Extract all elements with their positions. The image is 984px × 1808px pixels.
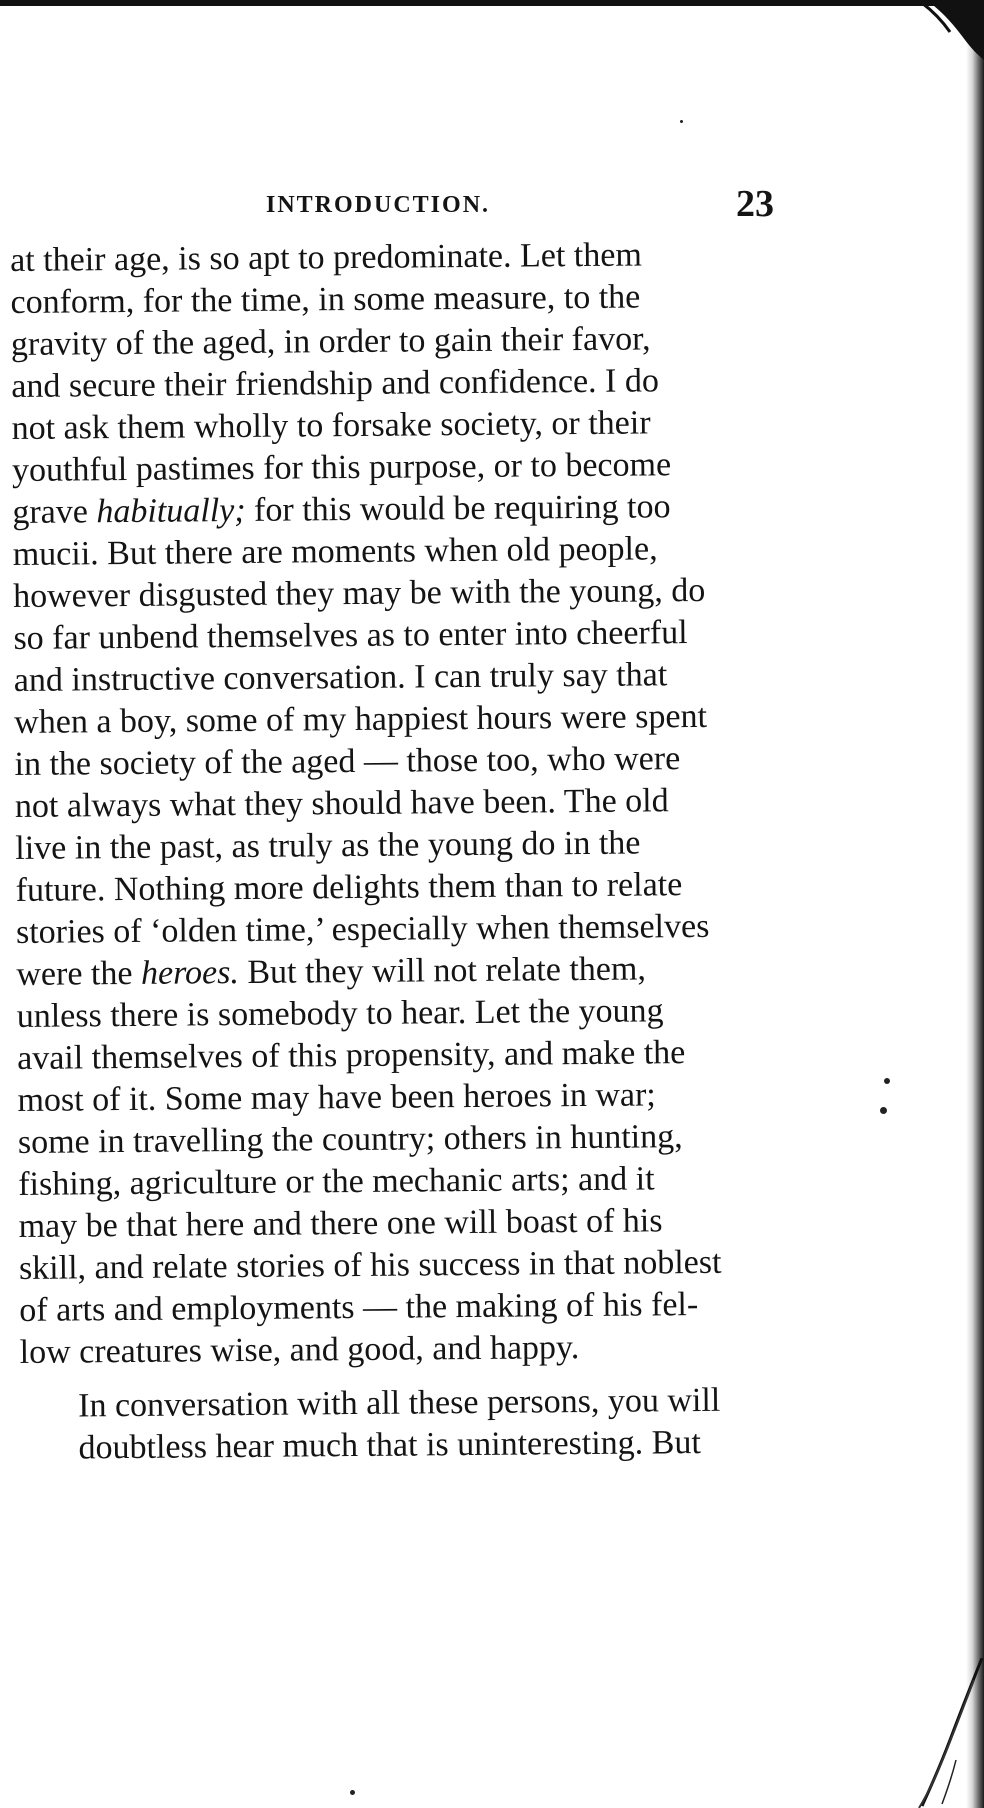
text-segment: for this would be requiring too bbox=[245, 488, 671, 529]
text-line bbox=[16, 947, 806, 996]
text-line: of arts and employments — the making of his fel- bbox=[19, 1286, 699, 1329]
text-line: fishing, agriculture or the mechanic arts; and it bbox=[18, 1160, 655, 1203]
text-line: not ask them wholly to forsake society, or their bbox=[11, 404, 651, 447]
ink-speck bbox=[884, 1078, 890, 1084]
text-segment: grave bbox=[12, 493, 97, 531]
paragraph-1 bbox=[10, 233, 810, 1374]
italic-word: heroes. bbox=[140, 954, 240, 992]
text-line: live in the past, as truly as the young do in the bbox=[15, 824, 641, 867]
page-top-edge bbox=[0, 0, 955, 6]
text-line: avail themselves of this propensity, and make the bbox=[16, 1034, 686, 1077]
text-segment: were the bbox=[16, 954, 142, 993]
text-line: unless there is somebody to hear. Let the young bbox=[16, 992, 664, 1035]
text-line bbox=[12, 485, 802, 534]
text-line: mucii. But there are moments when old people, bbox=[12, 530, 658, 573]
paragraph-2 bbox=[20, 1379, 811, 1470]
ink-speck bbox=[350, 1790, 355, 1795]
text-line: most of it. Some may have been heroes in war; bbox=[17, 1076, 656, 1119]
page-corner-mark bbox=[914, 0, 984, 60]
body-text bbox=[10, 233, 811, 1470]
text-line: youthful pastimes for this purpose, or to become bbox=[11, 446, 672, 489]
text-line: In conversation with all these persons, you will bbox=[78, 1381, 721, 1425]
text-line: doubtless hear much that is uninteresting. But bbox=[78, 1424, 701, 1467]
ink-speck bbox=[880, 1107, 887, 1114]
text-line: conform, for the time, in some measure, to the bbox=[10, 278, 641, 321]
text-segment: But they will not relate them, bbox=[238, 950, 647, 992]
text-line: so far unbend themselves as to enter into cheerful bbox=[13, 614, 688, 657]
ink-speck bbox=[680, 120, 683, 123]
running-head: INTRODUCTION. bbox=[266, 192, 491, 218]
text-line: some in travelling the country; others in hunting, bbox=[17, 1118, 683, 1161]
text-line: in the society of the aged — those too, who were bbox=[14, 740, 681, 783]
text-line: gravity of the aged, in order to gain their favor, bbox=[10, 320, 651, 363]
page-curl bbox=[914, 1658, 984, 1808]
text-line: may be that here and there one will boast of his bbox=[18, 1202, 663, 1245]
text-line: when a boy, some of my happiest hours were spent bbox=[14, 697, 708, 741]
text-line: stories of ‘olden time,’ especially when themselves bbox=[15, 907, 710, 951]
text-line: low creatures wise, and good, and happy. bbox=[19, 1329, 580, 1371]
text-line: future. Nothing more delights them than to relate bbox=[15, 866, 683, 909]
text-line: and secure their friendship and confidence. I do bbox=[11, 362, 660, 405]
page-number: 23 bbox=[736, 183, 774, 225]
text-line: however disgusted they may be with the young, do bbox=[12, 571, 706, 615]
page-right-edge bbox=[966, 0, 984, 1808]
text-line: and instructive conversation. I can truly say that bbox=[13, 656, 668, 699]
text-line: not always what they should have been. The old bbox=[14, 782, 669, 825]
text-line: at their age, is so apt to predominate. Let them bbox=[10, 236, 642, 279]
page-header bbox=[260, 180, 780, 225]
text-line: skill, and relate stories of his success in that noblest bbox=[18, 1243, 722, 1287]
italic-word: habitually; bbox=[96, 491, 246, 531]
